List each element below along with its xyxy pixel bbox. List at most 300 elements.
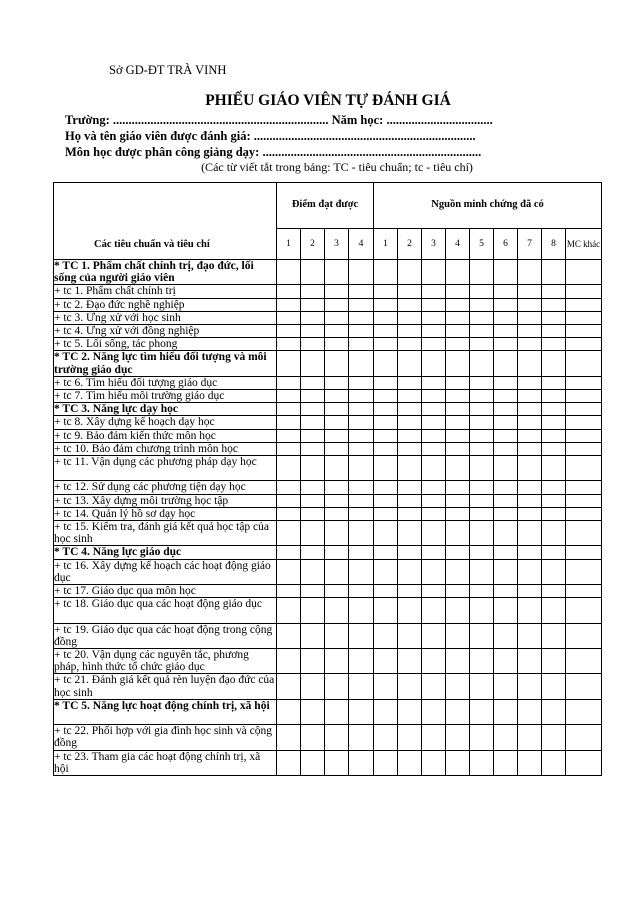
evidence-cell[interactable] xyxy=(542,429,566,442)
evidence-cell[interactable] xyxy=(422,494,446,507)
evidence-cell[interactable] xyxy=(470,311,494,324)
score-cell[interactable] xyxy=(277,585,301,598)
evidence-cell[interactable] xyxy=(374,559,398,584)
evidence-cell[interactable] xyxy=(422,559,446,584)
evidence-cell[interactable] xyxy=(518,325,542,338)
evidence-cell[interactable] xyxy=(446,521,470,546)
evidence-cell[interactable] xyxy=(446,351,470,376)
evidence-cell[interactable] xyxy=(518,521,542,546)
evidence-cell[interactable] xyxy=(566,598,602,623)
evidence-cell[interactable] xyxy=(446,674,470,699)
evidence-cell[interactable] xyxy=(398,674,422,699)
evidence-cell[interactable] xyxy=(470,260,494,285)
evidence-cell[interactable] xyxy=(494,507,518,520)
score-cell[interactable] xyxy=(349,623,374,648)
evidence-cell[interactable] xyxy=(470,481,494,494)
evidence-cell[interactable] xyxy=(542,559,566,584)
evidence-cell[interactable] xyxy=(422,725,446,750)
evidence-cell[interactable] xyxy=(542,481,566,494)
evidence-cell[interactable] xyxy=(398,481,422,494)
evidence-cell[interactable] xyxy=(422,298,446,311)
evidence-cell[interactable] xyxy=(446,623,470,648)
evidence-cell[interactable] xyxy=(398,390,422,403)
evidence-cell[interactable] xyxy=(398,456,422,481)
evidence-cell[interactable] xyxy=(398,338,422,351)
evidence-cell[interactable] xyxy=(518,298,542,311)
evidence-cell[interactable] xyxy=(374,338,398,351)
evidence-cell[interactable] xyxy=(374,442,398,455)
score-cell[interactable] xyxy=(349,585,374,598)
evidence-cell[interactable] xyxy=(422,311,446,324)
score-cell[interactable] xyxy=(301,481,325,494)
evidence-cell[interactable] xyxy=(398,494,422,507)
score-cell[interactable] xyxy=(325,416,349,429)
evidence-cell[interactable] xyxy=(470,598,494,623)
score-cell[interactable] xyxy=(325,442,349,455)
evidence-cell[interactable] xyxy=(374,376,398,389)
evidence-cell[interactable] xyxy=(446,559,470,584)
score-cell[interactable] xyxy=(325,311,349,324)
score-cell[interactable] xyxy=(349,481,374,494)
evidence-cell[interactable] xyxy=(518,481,542,494)
evidence-cell[interactable] xyxy=(542,507,566,520)
evidence-cell[interactable] xyxy=(446,260,470,285)
score-cell[interactable] xyxy=(277,403,301,416)
evidence-cell[interactable] xyxy=(446,325,470,338)
score-cell[interactable] xyxy=(277,623,301,648)
evidence-cell[interactable] xyxy=(398,725,422,750)
score-cell[interactable] xyxy=(349,649,374,674)
evidence-cell[interactable] xyxy=(470,442,494,455)
evidence-cell[interactable] xyxy=(374,585,398,598)
score-cell[interactable] xyxy=(349,376,374,389)
evidence-cell[interactable] xyxy=(542,442,566,455)
evidence-cell[interactable] xyxy=(470,456,494,481)
evidence-cell[interactable] xyxy=(494,429,518,442)
score-cell[interactable] xyxy=(301,699,325,724)
evidence-cell[interactable] xyxy=(398,559,422,584)
evidence-cell[interactable] xyxy=(542,623,566,648)
score-cell[interactable] xyxy=(349,311,374,324)
evidence-cell[interactable] xyxy=(446,649,470,674)
evidence-cell[interactable] xyxy=(374,298,398,311)
evidence-cell[interactable] xyxy=(374,623,398,648)
evidence-cell[interactable] xyxy=(470,494,494,507)
evidence-cell[interactable] xyxy=(422,260,446,285)
evidence-cell[interactable] xyxy=(422,390,446,403)
evidence-cell[interactable] xyxy=(566,416,602,429)
evidence-cell[interactable] xyxy=(518,699,542,724)
evidence-cell[interactable] xyxy=(566,494,602,507)
evidence-cell[interactable] xyxy=(374,494,398,507)
evidence-cell[interactable] xyxy=(470,521,494,546)
score-cell[interactable] xyxy=(325,338,349,351)
evidence-cell[interactable] xyxy=(494,481,518,494)
score-cell[interactable] xyxy=(349,351,374,376)
score-cell[interactable] xyxy=(325,725,349,750)
score-cell[interactable] xyxy=(325,598,349,623)
score-cell[interactable] xyxy=(301,390,325,403)
evidence-cell[interactable] xyxy=(542,521,566,546)
score-cell[interactable] xyxy=(301,674,325,699)
evidence-cell[interactable] xyxy=(398,649,422,674)
score-cell[interactable] xyxy=(325,403,349,416)
evidence-cell[interactable] xyxy=(398,376,422,389)
score-cell[interactable] xyxy=(349,494,374,507)
evidence-cell[interactable] xyxy=(470,325,494,338)
evidence-cell[interactable] xyxy=(470,674,494,699)
evidence-cell[interactable] xyxy=(446,311,470,324)
score-cell[interactable] xyxy=(277,376,301,389)
evidence-cell[interactable] xyxy=(494,699,518,724)
evidence-cell[interactable] xyxy=(566,311,602,324)
evidence-cell[interactable] xyxy=(518,456,542,481)
evidence-cell[interactable] xyxy=(470,403,494,416)
score-cell[interactable] xyxy=(277,649,301,674)
evidence-cell[interactable] xyxy=(374,403,398,416)
score-cell[interactable] xyxy=(301,585,325,598)
evidence-cell[interactable] xyxy=(566,403,602,416)
evidence-cell[interactable] xyxy=(518,598,542,623)
evidence-cell[interactable] xyxy=(494,494,518,507)
evidence-cell[interactable] xyxy=(494,351,518,376)
evidence-cell[interactable] xyxy=(518,390,542,403)
evidence-cell[interactable] xyxy=(422,325,446,338)
evidence-cell[interactable] xyxy=(398,442,422,455)
score-cell[interactable] xyxy=(277,750,301,775)
evidence-cell[interactable] xyxy=(518,725,542,750)
evidence-cell[interactable] xyxy=(494,442,518,455)
evidence-cell[interactable] xyxy=(494,403,518,416)
score-cell[interactable] xyxy=(349,456,374,481)
score-cell[interactable] xyxy=(301,429,325,442)
evidence-cell[interactable] xyxy=(422,442,446,455)
score-cell[interactable] xyxy=(277,260,301,285)
score-cell[interactable] xyxy=(301,311,325,324)
evidence-cell[interactable] xyxy=(566,559,602,584)
evidence-cell[interactable] xyxy=(374,260,398,285)
evidence-cell[interactable] xyxy=(446,699,470,724)
score-cell[interactable] xyxy=(325,351,349,376)
evidence-cell[interactable] xyxy=(470,649,494,674)
evidence-cell[interactable] xyxy=(470,416,494,429)
evidence-cell[interactable] xyxy=(422,376,446,389)
evidence-cell[interactable] xyxy=(470,390,494,403)
score-cell[interactable] xyxy=(325,298,349,311)
evidence-cell[interactable] xyxy=(422,750,446,775)
score-cell[interactable] xyxy=(301,494,325,507)
evidence-cell[interactable] xyxy=(542,260,566,285)
score-cell[interactable] xyxy=(277,390,301,403)
evidence-cell[interactable] xyxy=(494,376,518,389)
evidence-cell[interactable] xyxy=(470,623,494,648)
score-cell[interactable] xyxy=(277,598,301,623)
evidence-cell[interactable] xyxy=(494,750,518,775)
evidence-cell[interactable] xyxy=(518,623,542,648)
score-cell[interactable] xyxy=(301,546,325,559)
evidence-cell[interactable] xyxy=(446,403,470,416)
evidence-cell[interactable] xyxy=(518,507,542,520)
evidence-cell[interactable] xyxy=(470,546,494,559)
score-cell[interactable] xyxy=(349,325,374,338)
score-cell[interactable] xyxy=(349,416,374,429)
evidence-cell[interactable] xyxy=(374,674,398,699)
score-cell[interactable] xyxy=(325,546,349,559)
score-cell[interactable] xyxy=(277,298,301,311)
evidence-cell[interactable] xyxy=(374,351,398,376)
score-cell[interactable] xyxy=(325,285,349,298)
evidence-cell[interactable] xyxy=(446,338,470,351)
score-cell[interactable] xyxy=(277,699,301,724)
evidence-cell[interactable] xyxy=(494,338,518,351)
score-cell[interactable] xyxy=(349,725,374,750)
evidence-cell[interactable] xyxy=(422,585,446,598)
evidence-cell[interactable] xyxy=(566,725,602,750)
evidence-cell[interactable] xyxy=(470,298,494,311)
evidence-cell[interactable] xyxy=(446,725,470,750)
score-cell[interactable] xyxy=(277,429,301,442)
evidence-cell[interactable] xyxy=(494,623,518,648)
evidence-cell[interactable] xyxy=(398,260,422,285)
evidence-cell[interactable] xyxy=(398,623,422,648)
evidence-cell[interactable] xyxy=(422,521,446,546)
score-cell[interactable] xyxy=(301,507,325,520)
evidence-cell[interactable] xyxy=(566,456,602,481)
score-cell[interactable] xyxy=(277,725,301,750)
evidence-cell[interactable] xyxy=(542,494,566,507)
evidence-cell[interactable] xyxy=(374,311,398,324)
evidence-cell[interactable] xyxy=(518,674,542,699)
evidence-cell[interactable] xyxy=(374,546,398,559)
evidence-cell[interactable] xyxy=(470,351,494,376)
evidence-cell[interactable] xyxy=(566,376,602,389)
evidence-cell[interactable] xyxy=(518,649,542,674)
evidence-cell[interactable] xyxy=(446,390,470,403)
evidence-cell[interactable] xyxy=(518,403,542,416)
score-cell[interactable] xyxy=(325,456,349,481)
evidence-cell[interactable] xyxy=(518,311,542,324)
evidence-cell[interactable] xyxy=(398,311,422,324)
score-cell[interactable] xyxy=(301,298,325,311)
evidence-cell[interactable] xyxy=(446,456,470,481)
score-cell[interactable] xyxy=(277,507,301,520)
score-cell[interactable] xyxy=(325,521,349,546)
evidence-cell[interactable] xyxy=(494,260,518,285)
evidence-cell[interactable] xyxy=(494,298,518,311)
score-cell[interactable] xyxy=(349,750,374,775)
evidence-cell[interactable] xyxy=(542,298,566,311)
evidence-cell[interactable] xyxy=(566,298,602,311)
evidence-cell[interactable] xyxy=(494,325,518,338)
evidence-cell[interactable] xyxy=(374,649,398,674)
evidence-cell[interactable] xyxy=(566,546,602,559)
evidence-cell[interactable] xyxy=(494,416,518,429)
score-cell[interactable] xyxy=(349,338,374,351)
score-cell[interactable] xyxy=(349,260,374,285)
evidence-cell[interactable] xyxy=(398,507,422,520)
evidence-cell[interactable] xyxy=(566,325,602,338)
evidence-cell[interactable] xyxy=(542,546,566,559)
score-cell[interactable] xyxy=(301,325,325,338)
evidence-cell[interactable] xyxy=(470,338,494,351)
score-cell[interactable] xyxy=(301,649,325,674)
score-cell[interactable] xyxy=(349,403,374,416)
evidence-cell[interactable] xyxy=(542,598,566,623)
score-cell[interactable] xyxy=(325,585,349,598)
evidence-cell[interactable] xyxy=(470,699,494,724)
evidence-cell[interactable] xyxy=(398,429,422,442)
evidence-cell[interactable] xyxy=(518,429,542,442)
evidence-cell[interactable] xyxy=(542,649,566,674)
score-cell[interactable] xyxy=(277,325,301,338)
score-cell[interactable] xyxy=(301,725,325,750)
evidence-cell[interactable] xyxy=(566,623,602,648)
score-cell[interactable] xyxy=(349,390,374,403)
evidence-cell[interactable] xyxy=(494,546,518,559)
evidence-cell[interactable] xyxy=(494,285,518,298)
score-cell[interactable] xyxy=(325,507,349,520)
score-cell[interactable] xyxy=(325,623,349,648)
evidence-cell[interactable] xyxy=(542,376,566,389)
evidence-cell[interactable] xyxy=(470,507,494,520)
score-cell[interactable] xyxy=(349,285,374,298)
evidence-cell[interactable] xyxy=(518,416,542,429)
score-cell[interactable] xyxy=(277,285,301,298)
evidence-cell[interactable] xyxy=(566,521,602,546)
evidence-cell[interactable] xyxy=(518,494,542,507)
score-cell[interactable] xyxy=(277,351,301,376)
evidence-cell[interactable] xyxy=(446,598,470,623)
evidence-cell[interactable] xyxy=(422,507,446,520)
evidence-cell[interactable] xyxy=(374,598,398,623)
evidence-cell[interactable] xyxy=(422,351,446,376)
evidence-cell[interactable] xyxy=(542,750,566,775)
score-cell[interactable] xyxy=(301,559,325,584)
score-cell[interactable] xyxy=(349,298,374,311)
score-cell[interactable] xyxy=(349,429,374,442)
evidence-cell[interactable] xyxy=(398,403,422,416)
evidence-cell[interactable] xyxy=(542,456,566,481)
evidence-cell[interactable] xyxy=(518,338,542,351)
evidence-cell[interactable] xyxy=(542,285,566,298)
evidence-cell[interactable] xyxy=(494,598,518,623)
evidence-cell[interactable] xyxy=(566,507,602,520)
score-cell[interactable] xyxy=(349,507,374,520)
evidence-cell[interactable] xyxy=(566,481,602,494)
evidence-cell[interactable] xyxy=(494,674,518,699)
evidence-cell[interactable] xyxy=(374,456,398,481)
evidence-cell[interactable] xyxy=(398,298,422,311)
evidence-cell[interactable] xyxy=(566,585,602,598)
evidence-cell[interactable] xyxy=(374,429,398,442)
evidence-cell[interactable] xyxy=(398,325,422,338)
score-cell[interactable] xyxy=(349,546,374,559)
evidence-cell[interactable] xyxy=(446,376,470,389)
score-cell[interactable] xyxy=(349,521,374,546)
score-cell[interactable] xyxy=(301,750,325,775)
evidence-cell[interactable] xyxy=(398,585,422,598)
score-cell[interactable] xyxy=(301,521,325,546)
evidence-cell[interactable] xyxy=(422,598,446,623)
score-cell[interactable] xyxy=(301,442,325,455)
score-cell[interactable] xyxy=(325,699,349,724)
score-cell[interactable] xyxy=(325,649,349,674)
evidence-cell[interactable] xyxy=(494,311,518,324)
score-cell[interactable] xyxy=(349,442,374,455)
score-cell[interactable] xyxy=(277,521,301,546)
evidence-cell[interactable] xyxy=(422,699,446,724)
score-cell[interactable] xyxy=(277,338,301,351)
evidence-cell[interactable] xyxy=(494,725,518,750)
evidence-cell[interactable] xyxy=(518,546,542,559)
evidence-cell[interactable] xyxy=(566,260,602,285)
evidence-cell[interactable] xyxy=(374,325,398,338)
evidence-cell[interactable] xyxy=(422,481,446,494)
evidence-cell[interactable] xyxy=(422,623,446,648)
evidence-cell[interactable] xyxy=(398,546,422,559)
evidence-cell[interactable] xyxy=(566,285,602,298)
score-cell[interactable] xyxy=(277,456,301,481)
score-cell[interactable] xyxy=(325,429,349,442)
score-cell[interactable] xyxy=(277,559,301,584)
score-cell[interactable] xyxy=(325,494,349,507)
evidence-cell[interactable] xyxy=(470,559,494,584)
score-cell[interactable] xyxy=(277,674,301,699)
evidence-cell[interactable] xyxy=(398,598,422,623)
evidence-cell[interactable] xyxy=(470,585,494,598)
evidence-cell[interactable] xyxy=(398,416,422,429)
evidence-cell[interactable] xyxy=(494,585,518,598)
score-cell[interactable] xyxy=(301,416,325,429)
evidence-cell[interactable] xyxy=(422,285,446,298)
score-cell[interactable] xyxy=(349,699,374,724)
score-cell[interactable] xyxy=(277,494,301,507)
evidence-cell[interactable] xyxy=(494,521,518,546)
evidence-cell[interactable] xyxy=(518,351,542,376)
evidence-cell[interactable] xyxy=(566,750,602,775)
evidence-cell[interactable] xyxy=(518,285,542,298)
evidence-cell[interactable] xyxy=(422,429,446,442)
evidence-cell[interactable] xyxy=(542,725,566,750)
evidence-cell[interactable] xyxy=(398,285,422,298)
score-cell[interactable] xyxy=(325,390,349,403)
score-cell[interactable] xyxy=(301,598,325,623)
evidence-cell[interactable] xyxy=(446,416,470,429)
score-cell[interactable] xyxy=(349,598,374,623)
score-cell[interactable] xyxy=(325,559,349,584)
evidence-cell[interactable] xyxy=(422,403,446,416)
evidence-cell[interactable] xyxy=(542,416,566,429)
evidence-cell[interactable] xyxy=(374,507,398,520)
evidence-cell[interactable] xyxy=(494,390,518,403)
evidence-cell[interactable] xyxy=(518,376,542,389)
evidence-cell[interactable] xyxy=(566,674,602,699)
evidence-cell[interactable] xyxy=(374,481,398,494)
evidence-cell[interactable] xyxy=(470,725,494,750)
evidence-cell[interactable] xyxy=(374,416,398,429)
evidence-cell[interactable] xyxy=(542,390,566,403)
evidence-cell[interactable] xyxy=(518,585,542,598)
evidence-cell[interactable] xyxy=(446,442,470,455)
evidence-cell[interactable] xyxy=(470,750,494,775)
evidence-cell[interactable] xyxy=(542,311,566,324)
score-cell[interactable] xyxy=(301,260,325,285)
evidence-cell[interactable] xyxy=(398,521,422,546)
evidence-cell[interactable] xyxy=(446,481,470,494)
evidence-cell[interactable] xyxy=(542,403,566,416)
evidence-cell[interactable] xyxy=(422,546,446,559)
evidence-cell[interactable] xyxy=(494,456,518,481)
